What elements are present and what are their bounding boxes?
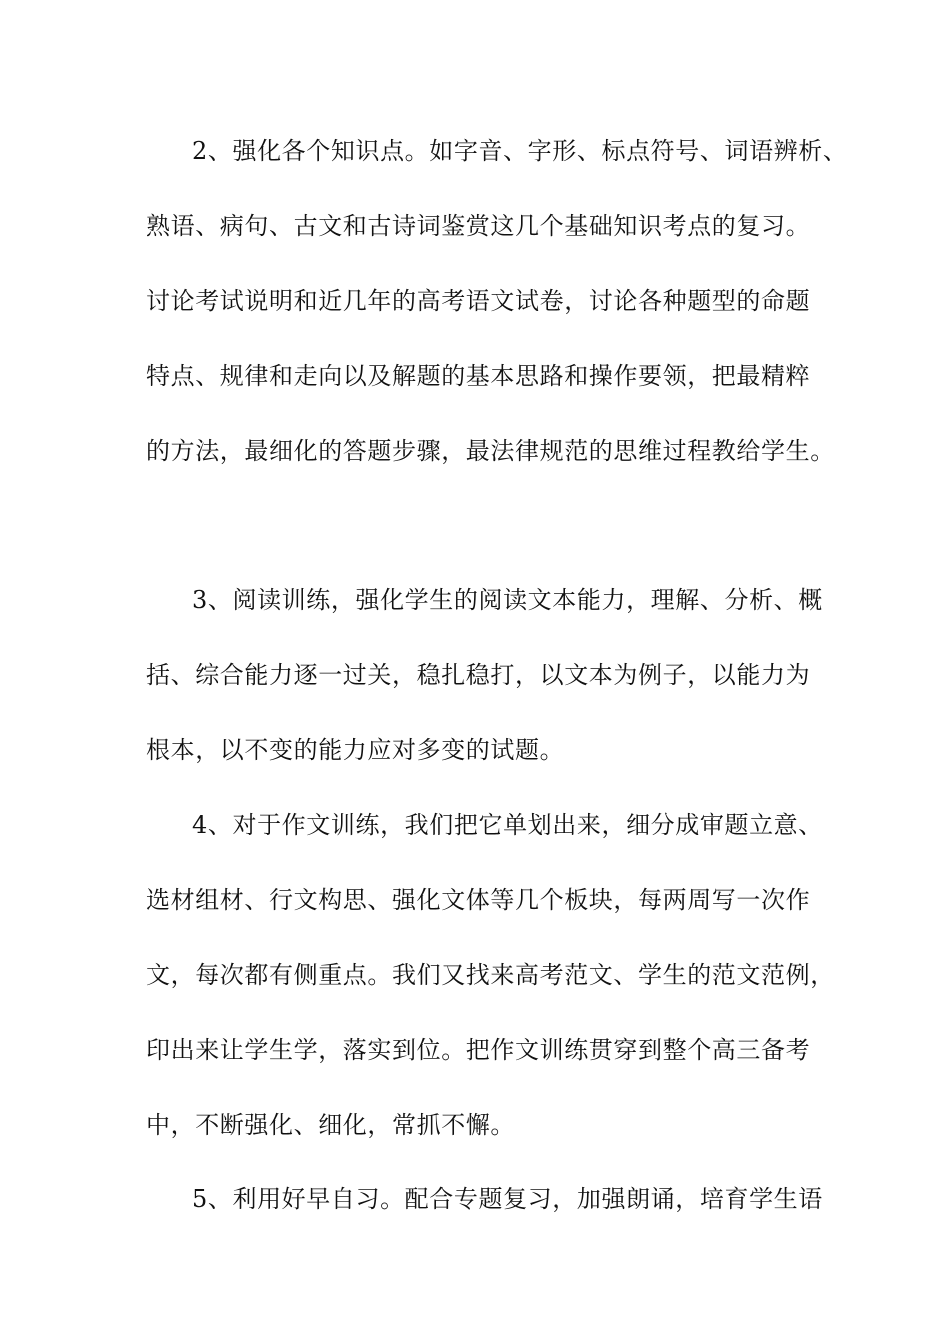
paragraph-4-line-1: 4、对于作文训练，我们把它单划出来，细分成审题立意、 (192, 811, 823, 839)
paragraph-4-line-3: 文，每次都有侧重点。我们又找来高考范文、学生的范文范例， (146, 961, 835, 989)
paragraph-2-line-1: 2、强化各个知识点。如字音、字形、标点符号、词语辨析、 (192, 137, 848, 165)
paragraph-2-line-4: 特点、规律和走向以及解题的基本思路和操作要领，把最精粹 (146, 362, 811, 390)
paragraph-3-line-3: 根本，以不变的能力应对多变的试题。 (146, 736, 565, 764)
paragraph-2-line-2: 熟语、病句、古文和古诗词鉴赏这几个基础知识考点的复习。 (146, 212, 811, 240)
paragraph-3-line-2: 括、综合能力逐一过关，稳扎稳打，以文本为例子，以能力为 (146, 661, 811, 689)
paragraph-4-line-5: 中，不断强化、细化，常抓不懈。 (146, 1111, 515, 1139)
paragraph-5-line-1: 5、利用好早自习。配合专题复习，加强朗诵，培育学生语 (192, 1185, 823, 1213)
paragraph-2-line-5: 的方法，最细化的答题步骤，最法律规范的思维过程教给学生。 (146, 437, 835, 465)
paragraph-4-line-2: 选材组材、行文构思、强化文体等几个板块，每两周写一次作 (146, 886, 811, 914)
paragraph-4-line-4: 印出来让学生学，落实到位。把作文训练贯穿到整个高三备考 (146, 1036, 811, 1064)
paragraph-3-line-1: 3、阅读训练，强化学生的阅读文本能力，理解、分析、概 (192, 586, 823, 614)
paragraph-2-line-3: 讨论考试说明和近几年的高考语文试卷，讨论各种题型的命题 (146, 287, 811, 315)
